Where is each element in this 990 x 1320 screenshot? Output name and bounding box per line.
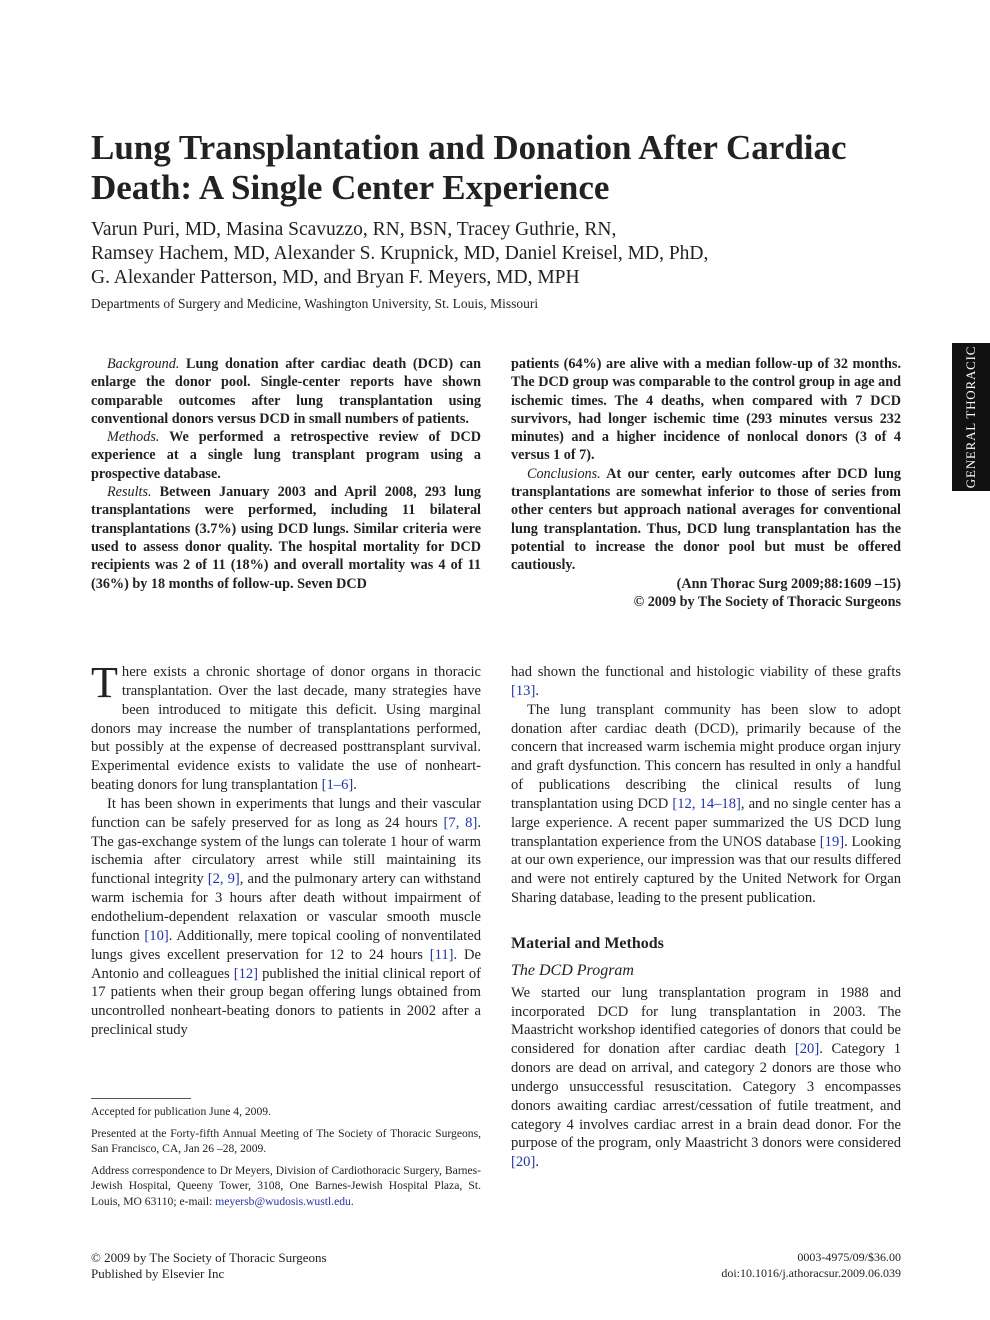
abstract-background [91,355,481,428]
abstract-results [91,483,481,593]
footer-issn: 0003-4975/09/$36.00 [797,1250,901,1264]
journal-citation: (Ann Thorac Surg 2009;88:1609 –15) [676,575,901,592]
conclusions-text: At our center, early outcomes after DCD lung transplantations are somewhat inferior to those of series from other centers but approach national averages for conventional lung transplantation. Thus, DCD lung transplantation has the potential to increase the donor pool but must be offered cautiously. [511,465,901,574]
reference-link[interactable]: [10] [144,927,169,944]
footnotes [91,1104,481,1215]
footer-doi: doi:10.1016/j.athoracsur.2009.06.039 [721,1265,901,1280]
abstract-results-continued: patients (64%) are alive with a median follow-up of 32 months. The DCD group was comparable to the control group in age and ischemic times. The 4 deaths, when compared with 7 DCD survivors, had longer ischemic time (293 minutes versus 232 minutes) and a higher incidence of nonlocal donors (3 of 4 versus 1 of 7). [511,356,901,464]
side-tab-label: GENERAL THORACIC [963,345,978,489]
reference-link[interactable]: [13] [511,682,536,699]
results-label: Results. [107,484,152,501]
authors-line-2: Ramsey Hachem, MD, Alexander S. Krupnick, MD, Daniel Kreisel, MD, PhD, [91,243,709,264]
paragraph-text: here exists a chronic shortage of donor organs in thoracic transplantation. Over the last decade, many strategies have been introduced to mitigate this deficit. Using marginal donors may increase the number of transplantations performed, but possibly at the expense of decreased posttransplant survival. Experimental evidence exists to validate the use of nonheart-beating donors for lung transplantation [91,664,481,794]
footer-right [600,1250,901,1281]
abstract-methods [91,428,481,483]
footnote-accepted: Accepted for publication June 4, 2009. [91,1105,271,1118]
reference-link[interactable]: [20] [794,1041,820,1058]
reference-link[interactable]: [2, 9] [207,871,240,888]
background-text: Lung donation after cardiac death (DCD) can enlarge the donor pool. Single-center reports have shown comparable outcomes after lung transplantation using conventional donors versus DCD in small numbers of patients. [91,356,481,427]
conclusions-label: Conclusions. [527,465,601,482]
abstract-left-column [91,355,481,593]
paragraph-text: . [353,777,357,794]
methods-text: We performed a retrospective review of DCD experience at a single lung transplant program using a prospective database. [91,429,481,482]
body-paragraph-5 [511,984,901,1172]
body-paragraph-2 [91,795,481,1040]
affiliation: Departments of Surgery and Medicine, Washington University, St. Louis, Missouri [91,296,539,311]
paragraph-text: , and no single center has a large experience. A recent paper summarized the US DCD lung transplantation experience from the UNOS database [511,795,901,850]
body-left-column [91,658,481,1040]
authors-line-1: Varun Puri, MD, Masina Scavuzzo, RN, BSN, Tracey Guthrie, RN, [91,219,617,240]
subsection-heading: The DCD Program [511,961,634,979]
body-right-column [511,663,901,1172]
paragraph-text: . The gas-exchange system of the lungs can tolerate 1 hour of warm ischemia after circulatory arrest while still maintaining its functional integrity [91,814,481,888]
paragraph-text: . Looking at our own experience, our impression was that our results differed and were not entirely captured by the United Network for Organ Sharing database, leading to the present publication. [511,833,901,907]
footnote-address [91,1163,481,1210]
paragraph-text: had shown the functional and histologic viability of these grafts [511,664,901,680]
authors-line-3: G. Alexander Patterson, MD, and Bryan F. Meyers, MD, MPH [91,267,580,288]
section-side-tab [952,343,990,491]
reference-link[interactable]: [7, 8] [443,814,478,831]
title-line-2: Death: A Single Center Experience [91,168,610,207]
paragraph-text: . [535,682,539,699]
article-title [91,128,921,208]
paragraph-text: We started our lung transplantation program in 1988 and incorporated DCD for lung transplantation in 2003. The Maastricht workshop identified categories of donors that could be considered for donation after cardiac death [511,984,901,1058]
drop-cap: T [91,658,118,707]
body-paragraph-3 [511,663,901,701]
footer-copyright: © 2009 by The Society of Thoracic Surgeons [91,1250,327,1265]
address-text: Address correspondence to Dr Meyers, Division of Cardiothoracic Surgery, Barnes-Jewish Hospital, Queeny Tower, 3108, One Barnes-Jewish Hospital Plaza, St. Louis, MO 63110; e-mail: [91,1163,481,1208]
paragraph-text: published the initial clinical report of 17 patients when their group began offering lungs obtained from uncontrolled nonheart-beating donors to patients in 2002 after a preclinical study [91,965,481,1039]
background-label: Background. [107,356,180,372]
reference-link[interactable]: [12, 14–18] [672,795,741,812]
address-end: . [350,1194,354,1208]
paragraph-text: , and the pulmonary artery can withstand warm ischemia for 3 hours after death without impairment of endothelium-dependent relaxation or vascular smooth muscle function [91,871,481,944]
results-text: Between January 2003 and April 2008, 293 lung transplantations were performed, including 11 bilateral transplantations (3.7%) using DCD lungs. Similar criteria were used to assess donor quality. The hospital mortality for DCD recipients was 2 of 11 (18%) and overall mortality was 4 of 11 (36%) by 18 months of follow-up. Seven DCD [91,484,481,592]
methods-label: Methods. [107,429,160,446]
email-link[interactable]: meyersb@wudosis.wustl.edu [215,1194,351,1208]
footer-left [91,1250,327,1281]
author-list [91,218,921,290]
reference-link[interactable]: [11] [429,946,454,963]
section-heading: Material and Methods [511,934,664,952]
footer-publisher: Published by Elsevier Inc [91,1265,225,1281]
paragraph-text: . [535,1154,539,1171]
title-line-1: Lung Transplantation and Donation After Cardiac [91,128,847,167]
paragraph-text: . Category 1 donors are dead on arrival, and category 2 donors are those who undergo unsuccessful resuscitation. Category 3 encompasses donors awaiting cardiac arrest/cessation of futile treatment, and category 4 involves cardiac arrest in a brain dead donor. For the purpose of the program, only Maastricht 3 donors were considered [511,1041,901,1152]
reference-link[interactable]: [12] [233,965,259,982]
body-paragraph-1 [91,658,481,795]
paragraph-text: . De Antonio and colleagues [91,946,481,982]
abstract-conclusions [511,465,901,575]
paragraph-text: It has been shown in experiments that lungs and their vascular function can be safely preserved for as long as 24 hours [91,795,481,831]
footnote-divider [91,1098,191,1099]
footnote-presented: Presented at the Forty-fifth Annual Meeting of The Society of Thoracic Surgeons, San Francisco, CA, Jan 26 –28, 2009. [91,1126,481,1155]
reference-link[interactable]: [19] [819,833,845,850]
abstract-right-column [511,355,901,611]
paragraph-text: The lung transplant community has been slow to adopt donation after cardiac death (DCD), primarily because of the concern that increased warm ischemia might produce organ injury and graft dysfunction. This concern has resulted in only a handful of publications describing the clinical results of lung transplantation using DCD [511,701,901,812]
abstract-copyright: © 2009 by The Society of Thoracic Surgeons [633,593,901,610]
paragraph-text: . Additionally, mere topical cooling of nonventilated lungs gives excellent preservation for 12 to 24 hours [91,927,481,963]
reference-link[interactable]: [1–6] [321,777,354,794]
reference-link[interactable]: [20] [511,1154,536,1171]
body-paragraph-4 [511,701,901,908]
